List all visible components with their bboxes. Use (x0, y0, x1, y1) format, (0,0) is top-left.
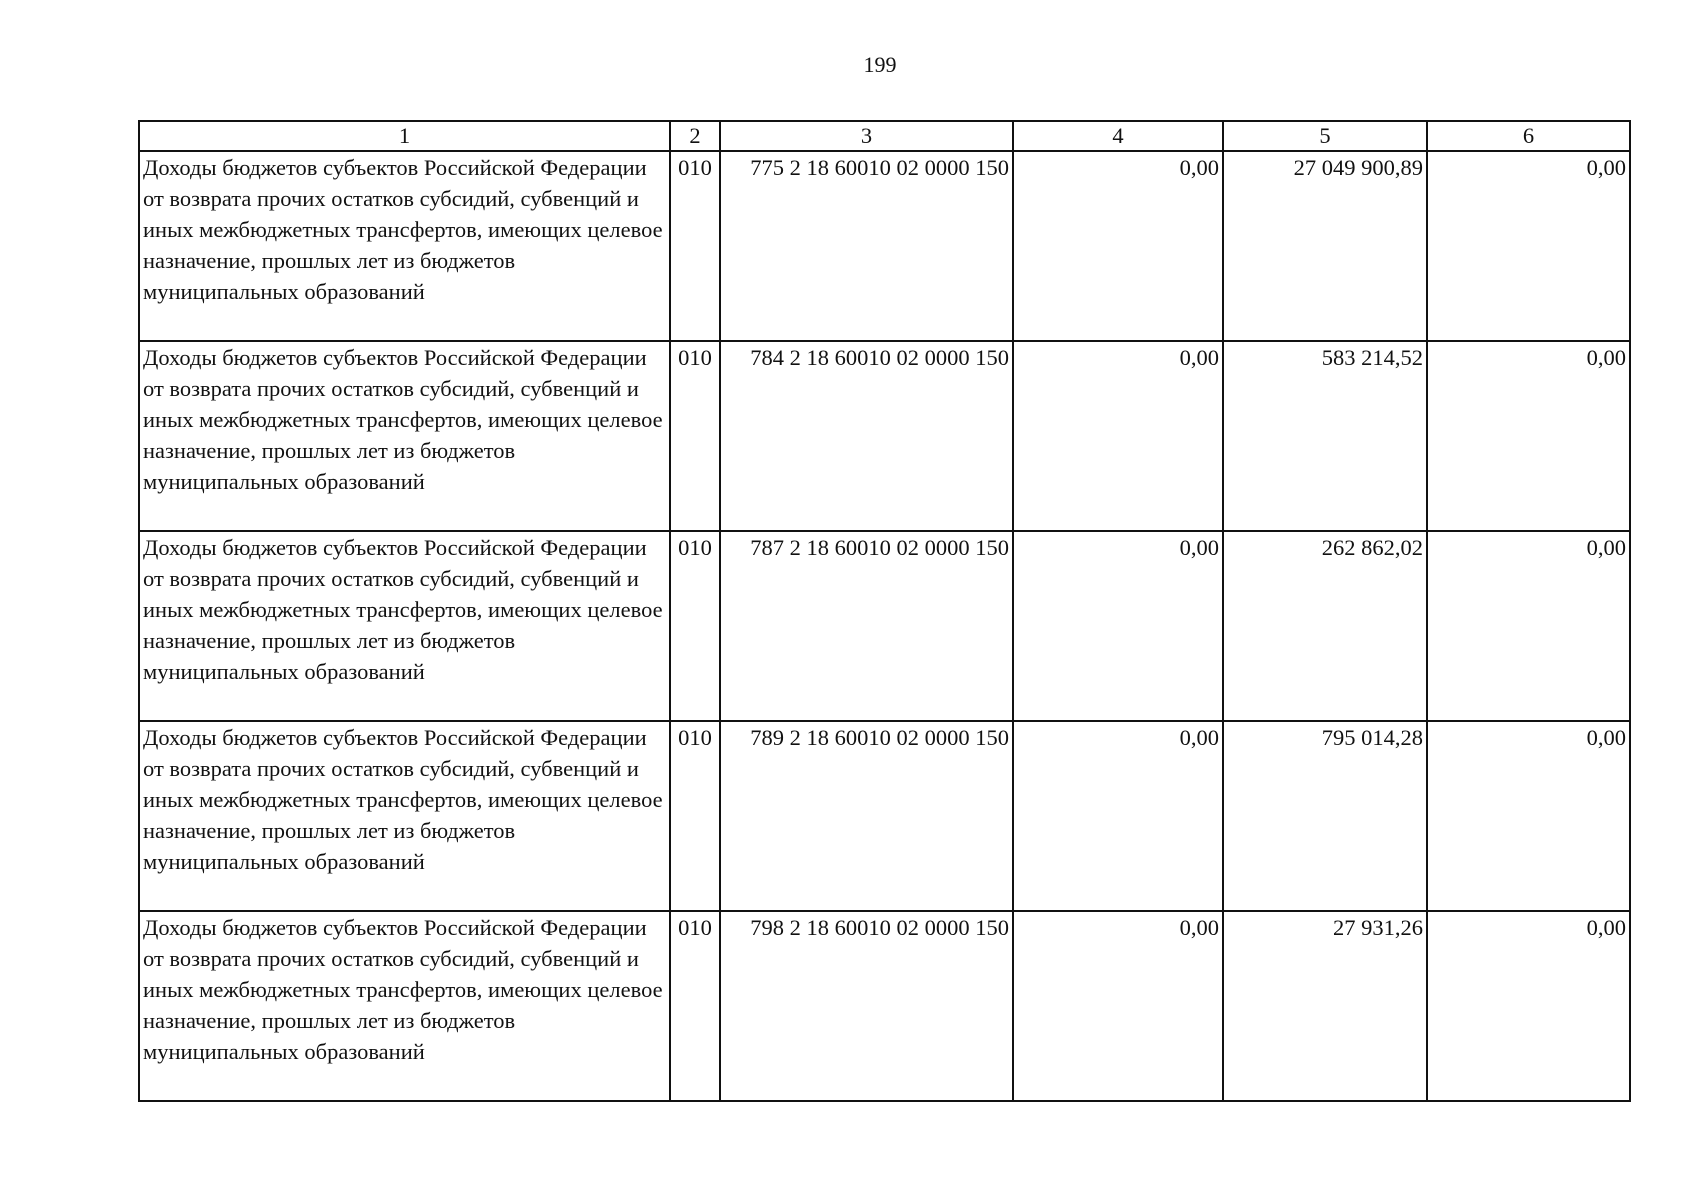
row-col6-value: 0,00 (1427, 721, 1630, 911)
row-line-code: 010 (670, 911, 720, 1101)
row-line-code: 010 (670, 531, 720, 721)
row-income-code: 784 2 18 60010 02 0000 150 (720, 341, 1013, 531)
row-line-code: 010 (670, 341, 720, 531)
row-col5-value: 262 862,02 (1223, 531, 1427, 721)
row-col4-value: 0,00 (1013, 721, 1223, 911)
row-col6-value: 0,00 (1427, 151, 1630, 341)
table-row (139, 151, 1630, 341)
table-row (139, 721, 1630, 911)
row-name: Доходы бюджетов субъектов Российской Федерации от возврата прочих остатков субсидий, субвенций и иных межбюджетных трансфертов, имеющих целевое назначение, прошлых лет из бюджетов муниципальных образований (139, 151, 670, 341)
row-col5-value: 27 049 900,89 (1223, 151, 1427, 341)
row-col4-value: 0,00 (1013, 531, 1223, 721)
column-header-3: 3 (720, 121, 1013, 151)
table-row (139, 531, 1630, 721)
column-header-2: 2 (670, 121, 720, 151)
row-col6-value: 0,00 (1427, 341, 1630, 531)
row-name: Доходы бюджетов субъектов Российской Федерации от возврата прочих остатков субсидий, субвенций и иных межбюджетных трансфертов, имеющих целевое назначение, прошлых лет из бюджетов муниципальных образований (139, 911, 670, 1101)
row-income-code: 789 2 18 60010 02 0000 150 (720, 721, 1013, 911)
row-col6-value: 0,00 (1427, 911, 1630, 1101)
row-name: Доходы бюджетов субъектов Российской Федерации от возврата прочих остатков субсидий, субвенций и иных межбюджетных трансфертов, имеющих целевое назначение, прошлых лет из бюджетов муниципальных образований (139, 341, 670, 531)
table-row (139, 341, 1630, 531)
column-header-6: 6 (1427, 121, 1630, 151)
table-header-row (139, 121, 1630, 151)
row-income-code: 787 2 18 60010 02 0000 150 (720, 531, 1013, 721)
row-col5-value: 795 014,28 (1223, 721, 1427, 911)
row-income-code: 798 2 18 60010 02 0000 150 (720, 911, 1013, 1101)
row-income-code: 775 2 18 60010 02 0000 150 (720, 151, 1013, 341)
column-header-4: 4 (1013, 121, 1223, 151)
budget-income-table (138, 120, 1631, 1102)
column-header-5: 5 (1223, 121, 1427, 151)
row-name: Доходы бюджетов субъектов Российской Федерации от возврата прочих остатков субсидий, субвенций и иных межбюджетных трансфертов, имеющих целевое назначение, прошлых лет из бюджетов муниципальных образований (139, 721, 670, 911)
row-line-code: 010 (670, 151, 720, 341)
row-col5-value: 27 931,26 (1223, 911, 1427, 1101)
row-col4-value: 0,00 (1013, 341, 1223, 531)
row-col5-value: 583 214,52 (1223, 341, 1427, 531)
table-row (139, 911, 1630, 1101)
row-line-code: 010 (670, 721, 720, 911)
row-col4-value: 0,00 (1013, 911, 1223, 1101)
page-number: 199 (863, 52, 897, 77)
row-col6-value: 0,00 (1427, 531, 1630, 721)
column-header-1: 1 (139, 121, 670, 151)
row-col4-value: 0,00 (1013, 151, 1223, 341)
row-name: Доходы бюджетов субъектов Российской Федерации от возврата прочих остатков субсидий, субвенций и иных межбюджетных трансфертов, имеющих целевое назначение, прошлых лет из бюджетов муниципальных образований (139, 531, 670, 721)
